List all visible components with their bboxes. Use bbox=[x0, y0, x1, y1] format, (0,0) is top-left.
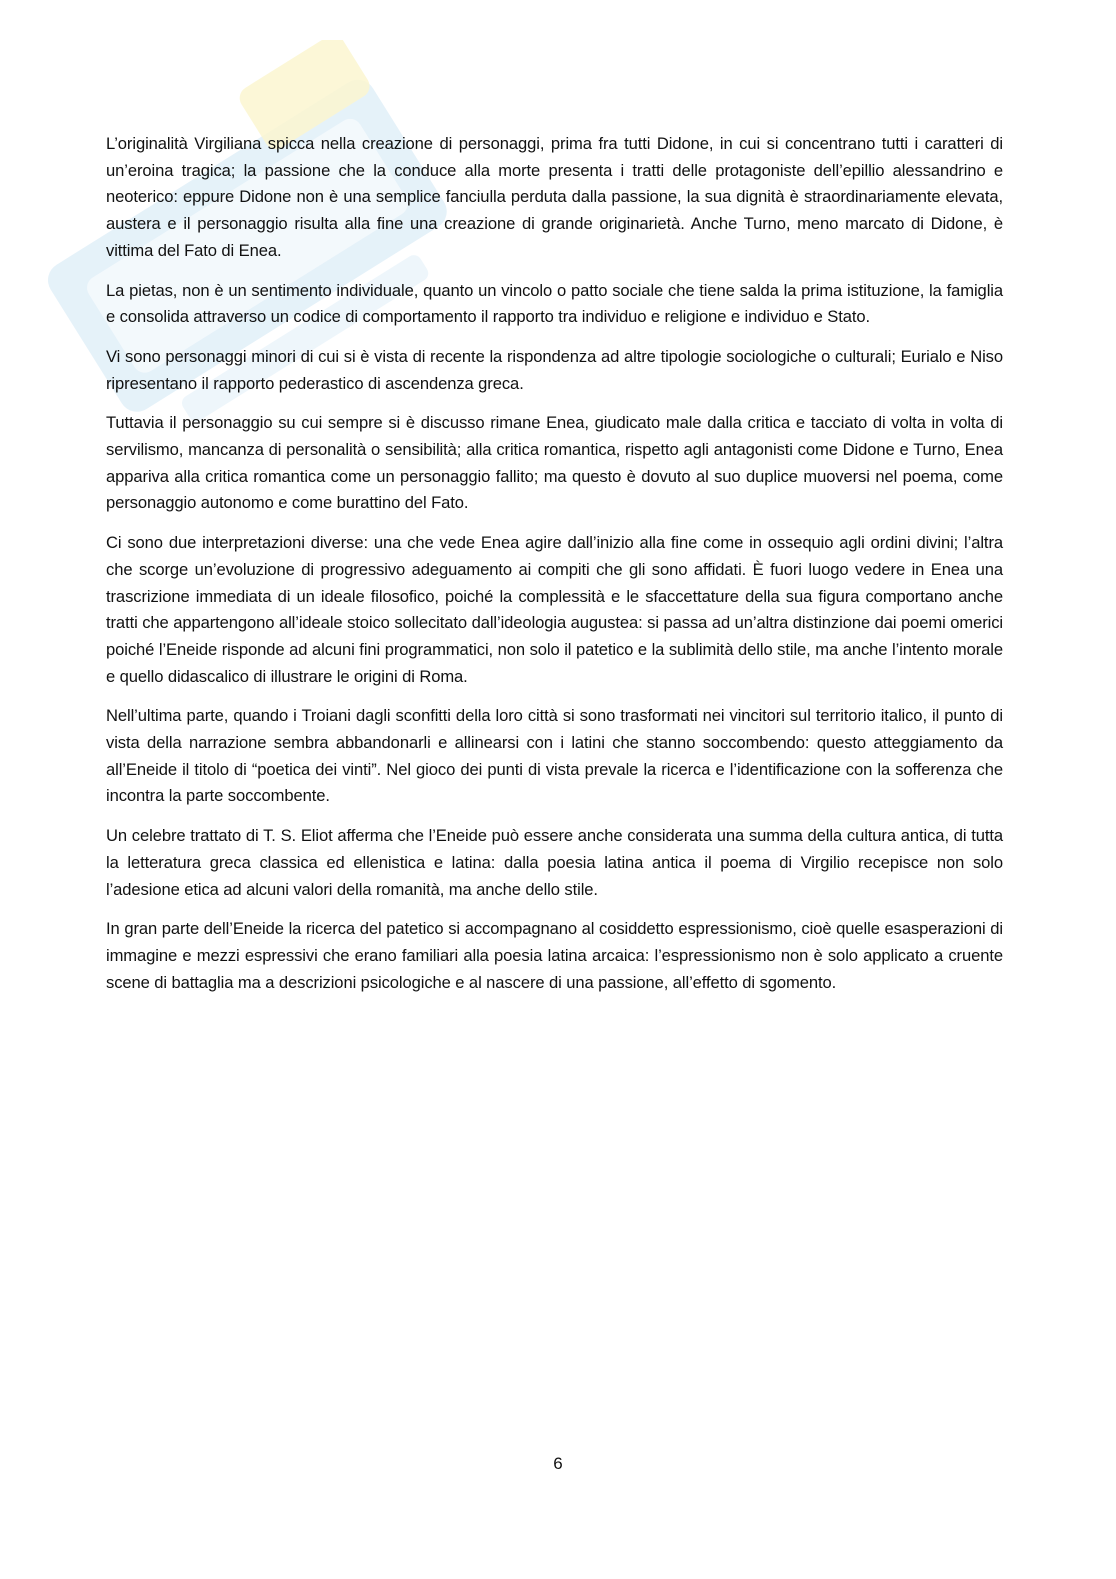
paragraph-5: Ci sono due interpretazioni diverse: una che vede Enea agire dall’inizio alla fine come in ossequio agli ordini divini; l’altra che scorge un’evoluzione di progressivo adeguamento ai compiti che gli sono affidati. È fuori luogo vedere in Enea una trascrizione immediata di un ideale filosofico, poiché la complessità e le sfaccettature della sua figura comportano anche tratti che appartengono all’ideale stoico sollecitato dall’ideologia augustea: si passa ad un’altra distinzione dai poemi omerici poiché l’Eneide risponde ad alcuni fini programmatici, non solo il patetico e la sublimità dello stile, ma anche l’intento morale e quello didascalico di illustrare le origini di Roma. bbox=[106, 533, 1003, 686]
paragraph-7: Un celebre trattato di T. S. Eliot afferma che l’Eneide può essere anche considerata una summa della cultura antica, di tutta la letteratura greca classica ed ellenistica e latina: dalla poesia latina antica il poema di Virgilio recepisce non solo l’adesione etica ad alcuni valori della romanità, ma anche dello stile. bbox=[106, 826, 1003, 899]
paragraph-1: L’originalità Virgiliana spicca nella creazione di personaggi, prima fra tutti Didone, in cui si concentrano tutti i caratteri di un’eroina tragica; la passione che la conduce alla morte presenta i tratti delle protagoniste dell’epillio alessandrino e neoterico: eppure Didone non è una semplice fanciulla perduta dalla passione, la sua dignità è straordinariamente elevata, austera e il personaggio risulta alla fine una creazione di grande originarietà. Anche Turno, meno marcato di Didone, è vittima del Fato di Enea. bbox=[106, 134, 1003, 260]
document-body bbox=[106, 131, 1003, 1009]
paragraph-4: Tuttavia il personaggio su cui sempre si è discusso rimane Enea, giudicato male dalla critica e tacciato di volta in volta di servilismo, mancanza di personalità o sensibilità; alla critica romantica, rispetto agli antagonisti come Didone e Turno, Enea appariva alla critica romantica come un personaggio fallito; ma questo è dovuto al suo duplice muoversi nel poema, come personaggio autonomo e come burattino del Fato. bbox=[106, 413, 1003, 513]
paragraph-3: Vi sono personaggi minori di cui si è vista di recente la rispondenza ad altre tipologie sociologiche o culturali; Eurialo e Niso ripresentano il rapporto pederastico di ascendenza greca. bbox=[106, 346, 1003, 393]
paragraph-2: La pietas, non è un sentimento individuale, quanto un vincolo o patto sociale che tiene salda la prima istituzione, la famiglia e consolida attraverso un codice di comportamento il rapporto tra individuo e religione e individuo e Stato. bbox=[106, 280, 1003, 327]
paragraph-8: In gran parte dell’Eneide la ricerca del patetico si accompagnano al cosiddetto espressionismo, cioè quelle esasperazioni di immagine e mezzi espressivi che erano familiari alla poesia latina arcaica: l’espressionismo non è solo applicato a cruente scene di battaglia ma a descrizioni psicologiche e al nascere di una passione, all’effetto di sgomento. bbox=[106, 919, 1003, 992]
paragraph-6: Nell’ultima parte, quando i Troiani dagli sconfitti della loro città si sono trasformati nei vincitori sul territorio italico, il punto di vista della narrazione sembra abbandonarli e allinearsi con i latini che stanno soccombendo: questo atteggiamento da all’Eneide il titolo di “poetica dei vinti”. Nel gioco dei punti di vista prevale la ricerca e l’identificazione con la sofferenza che incontra la parte soccombente. bbox=[106, 706, 1003, 806]
page-number: 6 bbox=[553, 1454, 563, 1473]
